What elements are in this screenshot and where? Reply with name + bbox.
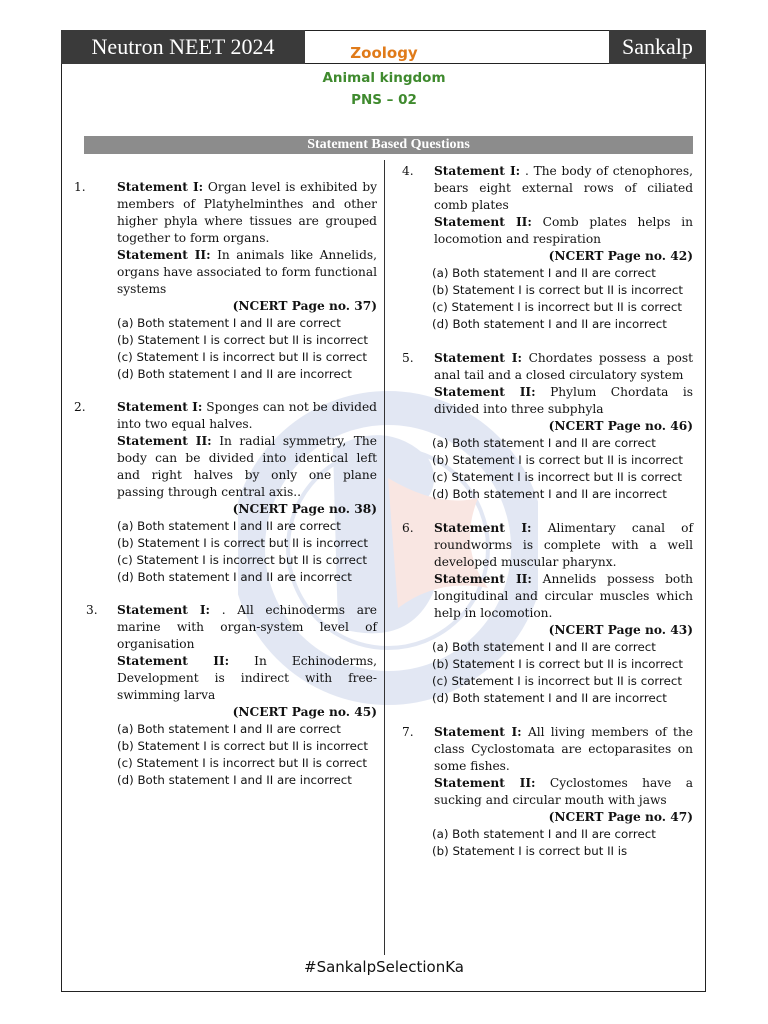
option-d: (d) Both statement I and II are incorrect bbox=[117, 367, 352, 381]
header-right-title: Sankalp bbox=[609, 30, 706, 64]
statement-1: Statement I: All living members of the class Cyclostomata are ectoparasites on some fishes. bbox=[434, 725, 694, 773]
option-d: (d) Both statement I and II are incorrect bbox=[432, 487, 667, 501]
statement-2: Statement II: Annelids possess both longitudinal and circular muscles which help in locomotion. bbox=[434, 572, 693, 620]
option-b: (b) Statement I is correct but II is bbox=[432, 844, 628, 858]
right-column bbox=[402, 163, 693, 860]
option-b: (b) Statement I is correct but II is incorrect bbox=[432, 283, 684, 297]
ncert-reference: (NCERT Page no. 45) bbox=[232, 705, 377, 719]
option-d: (d) Both statement I and II are incorrect bbox=[117, 773, 352, 787]
ncert-reference: (NCERT Page no. 37) bbox=[232, 299, 377, 313]
option-a: (a) Both statement I and II are correct bbox=[117, 316, 341, 330]
statement-1: Statement I: . The body of ctenophores, bears eight external rows of ciliated comb plates bbox=[434, 164, 694, 212]
option-c: (c) Statement I is incorrect but II is correct bbox=[117, 553, 368, 567]
question-number: 7. bbox=[402, 725, 414, 739]
ncert-reference: (NCERT Page no. 38) bbox=[232, 502, 377, 516]
option-d: (d) Both statement I and II are incorrect bbox=[117, 570, 352, 584]
statement-1: Statement I: Alimentary canal of roundworms is complete with a well developed muscular pharynx. bbox=[434, 521, 694, 569]
statement-2: Statement II: In radial symmetry, The body can be divided into identical left and right halves by only one plane passing through central axis.. bbox=[117, 434, 377, 499]
left-column bbox=[74, 163, 377, 789]
chapter-title: Animal kingdom bbox=[322, 70, 446, 86]
option-c: (c) Statement I is incorrect but II is correct bbox=[432, 470, 683, 484]
statement-2: Statement II: Comb plates helps in locomotion and respiration bbox=[434, 215, 693, 246]
statement-1: Statement I: Organ level is exhibited by members of Platyhelminthes and other higher phyla where tissues are grouped together to form organs. bbox=[117, 180, 378, 245]
ncert-reference: (NCERT Page no. 46) bbox=[548, 419, 693, 433]
option-b: (b) Statement I is correct but II is incorrect bbox=[117, 333, 369, 347]
option-a: (a) Both statement I and II are correct bbox=[117, 519, 341, 533]
question-number: 5. bbox=[402, 351, 414, 365]
option-b: (b) Statement I is correct but II is incorrect bbox=[432, 657, 684, 671]
statement-2: Statement II: In Echinoderms, Development is indirect with free-swimming larva bbox=[117, 654, 378, 702]
header-left-title: Neutron NEET 2024 bbox=[61, 30, 305, 64]
statement-1: Statement I: . All echinoderms are marine with organ-system level of organisation bbox=[117, 603, 377, 651]
subject-title: Zoology bbox=[350, 44, 418, 62]
option-b: (b) Statement I is correct but II is incorrect bbox=[117, 536, 369, 550]
question-3 bbox=[74, 602, 377, 789]
option-b: (b) Statement I is correct but II is incorrect bbox=[432, 453, 684, 467]
option-d: (d) Both statement I and II are incorrect bbox=[432, 691, 667, 705]
question-number: 2. bbox=[74, 400, 86, 414]
option-b: (b) Statement I is correct but II is incorrect bbox=[117, 739, 369, 753]
question-6 bbox=[402, 520, 693, 707]
section-title: Statement Based Questions bbox=[84, 136, 693, 154]
question-number: 6. bbox=[402, 521, 414, 535]
option-c: (c) Statement I is incorrect but II is correct bbox=[117, 350, 368, 364]
statement-1: Statement I: Chordates possess a post anal tail and a closed circulatory system bbox=[434, 351, 693, 382]
option-a: (a) Both statement I and II are correct bbox=[117, 722, 341, 736]
statement-2: Statement II: Phylum Chordata is divided into three subphyla bbox=[434, 385, 693, 416]
option-d: (d) Both statement I and II are incorrect bbox=[432, 317, 667, 331]
question-1 bbox=[74, 179, 377, 383]
statement-2: Statement II: In animals like Annelids, organs have associated to form functional systems bbox=[117, 248, 378, 296]
question-number: 1. bbox=[74, 180, 86, 194]
option-c: (c) Statement I is incorrect but II is correct bbox=[432, 674, 683, 688]
sheet-code: PNS – 02 bbox=[351, 92, 417, 108]
option-a: (a) Both statement I and II are correct bbox=[432, 266, 656, 280]
option-a: (a) Both statement I and II are correct bbox=[432, 640, 656, 654]
footer-hashtag: #SankalpSelectionKa bbox=[304, 958, 464, 976]
question-5 bbox=[402, 350, 693, 503]
question-2 bbox=[74, 399, 377, 586]
statement-2: Statement II: Cyclostomes have a sucking and circular mouth with jaws bbox=[434, 776, 693, 807]
column-divider bbox=[384, 160, 385, 955]
ncert-reference: (NCERT Page no. 43) bbox=[548, 623, 693, 637]
option-c: (c) Statement I is incorrect but II is correct bbox=[117, 756, 368, 770]
option-a: (a) Both statement I and II are correct bbox=[432, 827, 656, 841]
ncert-reference: (NCERT Page no. 42) bbox=[548, 249, 693, 263]
question-number: 4. bbox=[402, 164, 414, 178]
question-7 bbox=[402, 724, 693, 860]
ncert-reference: (NCERT Page no. 47) bbox=[548, 810, 693, 824]
question-number: 3. bbox=[86, 603, 98, 617]
option-c: (c) Statement I is incorrect but II is correct bbox=[432, 300, 683, 314]
statement-1: Statement I: Sponges can not be divided into two equal halves. bbox=[117, 400, 377, 431]
question-4 bbox=[402, 163, 693, 333]
option-a: (a) Both statement I and II are correct bbox=[432, 436, 656, 450]
